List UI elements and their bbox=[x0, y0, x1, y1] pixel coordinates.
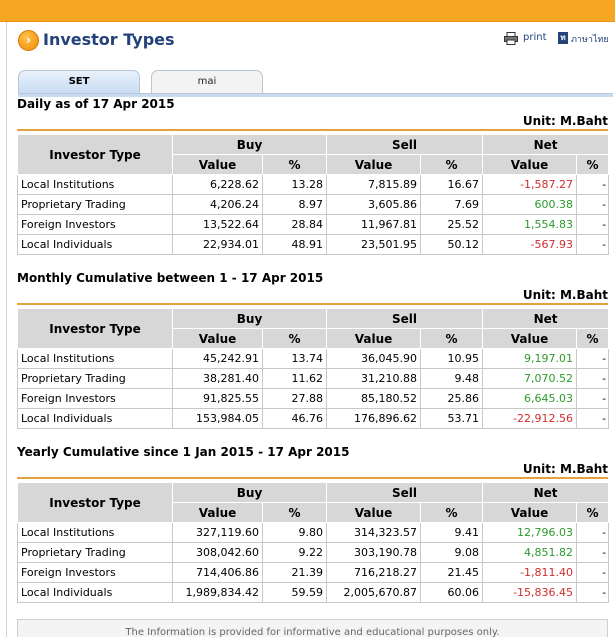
header-percent: % bbox=[577, 503, 609, 523]
net-value-cell: 7,070.52 bbox=[483, 369, 577, 389]
header-value: Value bbox=[327, 155, 421, 175]
page-title: Investor Types bbox=[43, 30, 175, 49]
buy-pct-cell: 13.28 bbox=[263, 175, 327, 195]
investor-type-cell: Foreign Investors bbox=[18, 389, 173, 409]
sell-pct-cell: 9.48 bbox=[421, 369, 483, 389]
header-percent: % bbox=[263, 503, 327, 523]
header-percent: % bbox=[421, 503, 483, 523]
section-title: Daily as of 17 Apr 2015 bbox=[17, 97, 175, 111]
buy-pct-cell: 21.39 bbox=[263, 563, 327, 583]
table-row bbox=[18, 543, 609, 563]
net-value-cell: -1,587.27 bbox=[483, 175, 577, 195]
investor-type-cell: Local Institutions bbox=[18, 349, 173, 369]
header-percent: % bbox=[421, 155, 483, 175]
buy-pct-cell: 27.88 bbox=[263, 389, 327, 409]
table-row bbox=[18, 235, 609, 255]
net-value-cell: 12,796.03 bbox=[483, 523, 577, 543]
sell-value-cell: 2,005,670.87 bbox=[327, 583, 421, 603]
net-value-cell: -22,912.56 bbox=[483, 409, 577, 429]
table-row bbox=[18, 563, 609, 583]
sell-pct-cell: 25.52 bbox=[421, 215, 483, 235]
net-pct-cell: - bbox=[577, 409, 609, 429]
buy-pct-cell: 13.74 bbox=[263, 349, 327, 369]
sell-value-cell: 36,045.90 bbox=[327, 349, 421, 369]
tab-mai[interactable]: mai bbox=[151, 70, 263, 94]
net-value-cell: 4,851.82 bbox=[483, 543, 577, 563]
header-percent: % bbox=[577, 155, 609, 175]
buy-value-cell: 714,406.86 bbox=[173, 563, 263, 583]
table-row bbox=[18, 195, 609, 215]
investor-table bbox=[17, 134, 609, 255]
header-net: Net bbox=[483, 309, 609, 329]
sell-pct-cell: 10.95 bbox=[421, 349, 483, 369]
buy-pct-cell: 59.59 bbox=[263, 583, 327, 603]
investor-type-cell: Proprietary Trading bbox=[18, 543, 173, 563]
arrow-circle-icon: › bbox=[18, 30, 39, 51]
header-sell: Sell bbox=[327, 135, 483, 155]
header-net: Net bbox=[483, 483, 609, 503]
buy-value-cell: 153,984.05 bbox=[173, 409, 263, 429]
net-value-cell: 9,197.01 bbox=[483, 349, 577, 369]
sell-pct-cell: 16.67 bbox=[421, 175, 483, 195]
header-value: Value bbox=[483, 329, 577, 349]
header-percent: % bbox=[421, 329, 483, 349]
buy-value-cell: 6,228.62 bbox=[173, 175, 263, 195]
header-value: Value bbox=[173, 503, 263, 523]
sell-pct-cell: 25.86 bbox=[421, 389, 483, 409]
investor-type-cell: Local Individuals bbox=[18, 409, 173, 429]
buy-pct-cell: 9.22 bbox=[263, 543, 327, 563]
header-percent: % bbox=[577, 329, 609, 349]
buy-pct-cell: 48.91 bbox=[263, 235, 327, 255]
language-link[interactable]: ภาษาไทย bbox=[571, 35, 609, 45]
page-header bbox=[18, 28, 613, 52]
sell-value-cell: 11,967.81 bbox=[327, 215, 421, 235]
sell-value-cell: 314,323.57 bbox=[327, 523, 421, 543]
investor-type-cell: Proprietary Trading bbox=[18, 369, 173, 389]
net-pct-cell: - bbox=[577, 523, 609, 543]
section-rule bbox=[17, 129, 608, 131]
net-pct-cell: - bbox=[577, 583, 609, 603]
buy-value-cell: 327,119.60 bbox=[173, 523, 263, 543]
net-pct-cell: - bbox=[577, 543, 609, 563]
sell-pct-cell: 53.71 bbox=[421, 409, 483, 429]
net-pct-cell: - bbox=[577, 369, 609, 389]
buy-value-cell: 45,242.91 bbox=[173, 349, 263, 369]
header-value: Value bbox=[173, 155, 263, 175]
table-row bbox=[18, 583, 609, 603]
investor-type-cell: Local Institutions bbox=[18, 523, 173, 543]
header-buy: Buy bbox=[173, 135, 327, 155]
header-value: Value bbox=[483, 155, 577, 175]
sell-pct-cell: 7.69 bbox=[421, 195, 483, 215]
table-row bbox=[18, 215, 609, 235]
sell-value-cell: 716,218.27 bbox=[327, 563, 421, 583]
investor-type-cell: Local Individuals bbox=[18, 235, 173, 255]
investor-type-cell: Foreign Investors bbox=[18, 215, 173, 235]
buy-value-cell: 4,206.24 bbox=[173, 195, 263, 215]
buy-pct-cell: 8.97 bbox=[263, 195, 327, 215]
header-value: Value bbox=[327, 329, 421, 349]
left-divider bbox=[6, 22, 7, 637]
header-investor-type: Investor Type bbox=[18, 483, 173, 523]
buy-pct-cell: 11.62 bbox=[263, 369, 327, 389]
table-row bbox=[18, 523, 609, 543]
net-pct-cell: - bbox=[577, 349, 609, 369]
sell-pct-cell: 9.41 bbox=[421, 523, 483, 543]
buy-value-cell: 1,989,834.42 bbox=[173, 583, 263, 603]
net-value-cell: -567.93 bbox=[483, 235, 577, 255]
table-row bbox=[18, 349, 609, 369]
header-value: Value bbox=[483, 503, 577, 523]
net-pct-cell: - bbox=[577, 195, 609, 215]
sell-value-cell: 23,501.95 bbox=[327, 235, 421, 255]
tab-set[interactable]: SET bbox=[18, 70, 140, 94]
unit-label: Unit: M.Baht bbox=[522, 462, 608, 476]
buy-pct-cell: 28.84 bbox=[263, 215, 327, 235]
unit-label: Unit: M.Baht bbox=[522, 288, 608, 302]
net-value-cell: -15,836.45 bbox=[483, 583, 577, 603]
net-pct-cell: - bbox=[577, 389, 609, 409]
net-value-cell: -1,811.40 bbox=[483, 563, 577, 583]
net-pct-cell: - bbox=[577, 215, 609, 235]
thai-flag-icon[interactable]: ท bbox=[558, 32, 568, 44]
sell-pct-cell: 9.08 bbox=[421, 543, 483, 563]
sell-value-cell: 176,896.62 bbox=[327, 409, 421, 429]
investor-table bbox=[17, 482, 609, 603]
sell-pct-cell: 50.12 bbox=[421, 235, 483, 255]
buy-value-cell: 13,522.64 bbox=[173, 215, 263, 235]
header-percent: % bbox=[263, 155, 327, 175]
sell-pct-cell: 21.45 bbox=[421, 563, 483, 583]
header-investor-type: Investor Type bbox=[18, 309, 173, 349]
sell-value-cell: 85,180.52 bbox=[327, 389, 421, 409]
sell-value-cell: 7,815.89 bbox=[327, 175, 421, 195]
sell-pct-cell: 60.06 bbox=[421, 583, 483, 603]
header-percent: % bbox=[263, 329, 327, 349]
header-sell: Sell bbox=[327, 483, 483, 503]
header-buy: Buy bbox=[173, 309, 327, 329]
section-rule bbox=[17, 303, 608, 305]
header-value: Value bbox=[173, 329, 263, 349]
unit-label: Unit: M.Baht bbox=[522, 114, 608, 128]
section-title: Yearly Cumulative since 1 Jan 2015 - 17 Apr 2015 bbox=[17, 445, 350, 459]
header-investor-type: Investor Type bbox=[18, 135, 173, 175]
net-pct-cell: - bbox=[577, 563, 609, 583]
net-pct-cell: - bbox=[577, 175, 609, 195]
table-row bbox=[18, 409, 609, 429]
investor-type-cell: Local Individuals bbox=[18, 583, 173, 603]
buy-value-cell: 308,042.60 bbox=[173, 543, 263, 563]
investor-table bbox=[17, 308, 609, 429]
buy-value-cell: 22,934.01 bbox=[173, 235, 263, 255]
header-value: Value bbox=[327, 503, 421, 523]
net-value-cell: 6,645.03 bbox=[483, 389, 577, 409]
buy-value-cell: 38,281.40 bbox=[173, 369, 263, 389]
table-row bbox=[18, 175, 609, 195]
sell-value-cell: 303,190.78 bbox=[327, 543, 421, 563]
print-link[interactable]: print bbox=[523, 32, 547, 43]
header-buy: Buy bbox=[173, 483, 327, 503]
section-title: Monthly Cumulative between 1 - 17 Apr 2015 bbox=[17, 271, 324, 285]
investor-type-cell: Proprietary Trading bbox=[18, 195, 173, 215]
table-row bbox=[18, 369, 609, 389]
net-pct-cell: - bbox=[577, 235, 609, 255]
buy-value-cell: 91,825.55 bbox=[173, 389, 263, 409]
section-rule bbox=[17, 477, 608, 479]
sell-value-cell: 3,605.86 bbox=[327, 195, 421, 215]
header-net: Net bbox=[483, 135, 609, 155]
sell-value-cell: 31,210.88 bbox=[327, 369, 421, 389]
market-tabs bbox=[18, 70, 613, 96]
header-sell: Sell bbox=[327, 309, 483, 329]
buy-pct-cell: 46.76 bbox=[263, 409, 327, 429]
net-value-cell: 600.38 bbox=[483, 195, 577, 215]
table-row bbox=[18, 389, 609, 409]
disclaimer-footer: The Information is provided for informative and educational purposes only. bbox=[17, 619, 608, 637]
printer-icon[interactable] bbox=[504, 32, 518, 45]
net-value-cell: 1,554.83 bbox=[483, 215, 577, 235]
top-banner bbox=[0, 0, 615, 22]
investor-type-cell: Foreign Investors bbox=[18, 563, 173, 583]
investor-type-cell: Local Institutions bbox=[18, 175, 173, 195]
buy-pct-cell: 9.80 bbox=[263, 523, 327, 543]
